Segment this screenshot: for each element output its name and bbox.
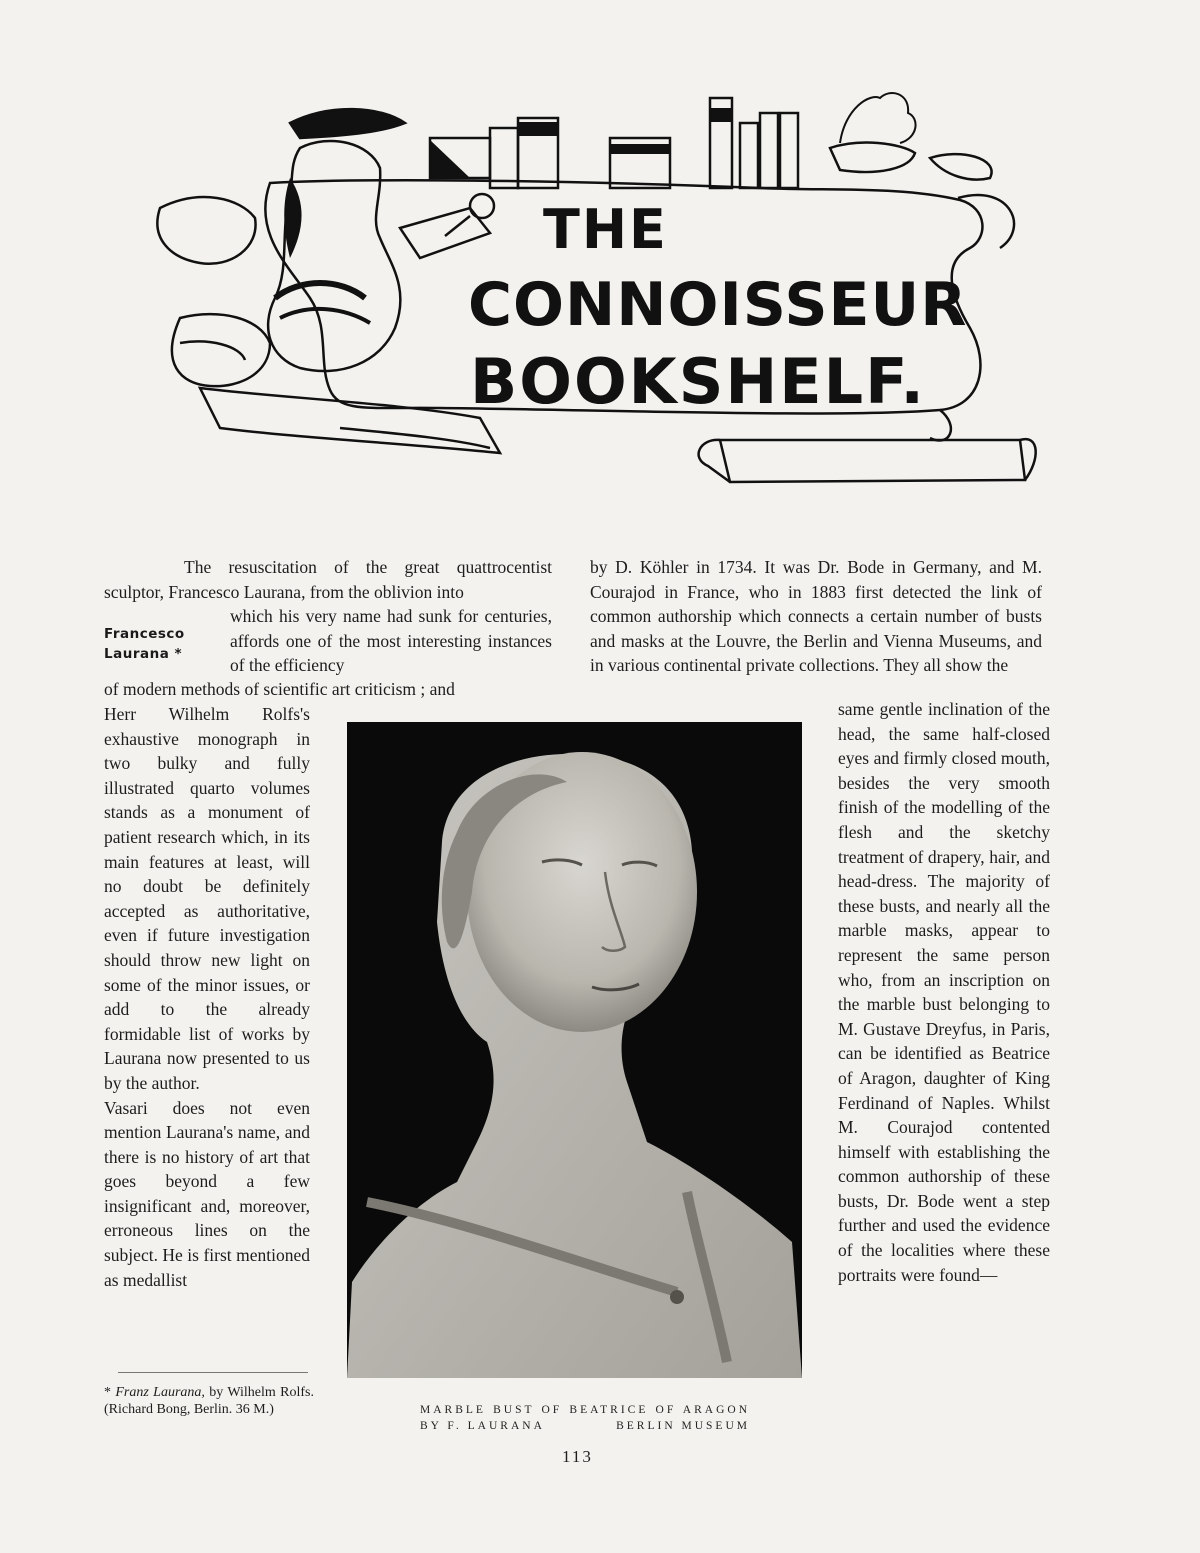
- figure-body: [268, 141, 400, 371]
- footnote-rest: by Wilhelm Rolfs. (Richard Bong, Berlin. 36 M.): [104, 1385, 314, 1417]
- left-column-para-2: Vasari does not even mention Laurana's name, and there is no history of art that goes beyond a few insignificant and, moreover, erroneous lines on the subject. He is first mentioned as medallist: [104, 1097, 310, 1290]
- footnote-marker: *: [104, 1385, 116, 1400]
- left-scroll-roll: [157, 197, 255, 264]
- title-connoisseur: CONNOISSEUR: [468, 270, 968, 340]
- left-column-para-1: Herr Wilhelm Rolfs's exhaustive monograph in two bulky and fully illustrated quarto volumes stands as a monument of patient research which, in its main features at least, will no doubt be definitely accepted as authoritative, even if future investigation should throw new light on some of the minor issues, or add to the already formidable list of works by Laurana now presented to us by the author.: [104, 704, 310, 1093]
- caption-line-2: [420, 1418, 750, 1434]
- lower-ribbon: [720, 440, 1025, 482]
- intro-after-text: of modern methods of scientific art criticism ; and: [104, 679, 455, 699]
- open-book-base: [200, 388, 500, 453]
- caption-line-1: MARBLE BUST OF BEATRICE OF ARAGON: [420, 1404, 750, 1416]
- right-column-top: [590, 555, 1042, 678]
- side-heading: Francesco Laurana *: [104, 626, 185, 662]
- title-the: THE: [543, 198, 668, 261]
- right-top-text: by D. Köhler in 1734. It was Dr. Bode in Germany, and M. Courajod in France, who in 1883 first detected the link of common authorship which connects a certain number of busts and masks at the Louvre, the Berlin and Vienna Museums, and in various continental private collections. They all show the: [590, 557, 1042, 676]
- footnote-title: Franz Laurana,: [115, 1385, 205, 1400]
- footnote-rule: [118, 1372, 308, 1373]
- caption-location: BERLIN MUSEUM: [616, 1420, 750, 1432]
- magnifier: [470, 194, 494, 218]
- figure-hat: [290, 109, 405, 138]
- title-bookshelf: BOOKSHELF.: [470, 345, 926, 418]
- footnote: [104, 1384, 314, 1418]
- intro-wrap: [230, 604, 552, 678]
- page-number: 113: [562, 1447, 593, 1466]
- right-column-text: same gentle inclination of the head, the same half-closed eyes and firmly closed mouth, besides the very smooth finish of the modelling of the flesh and the sketchy treatment of drapery, hair, and head-dress. The majority of these busts, and nearly all the marble masks, appear to represent the same person who, from an inscription on the marble bust belonging to M. Gustave Dreyfus, in Paris, can be identified as Beatrice of Aragon, daughter of King Ferdinand of Naples. Whilst M. Courajod contented himself with establishing the common authorship of these busts, Dr. Bode went a step further and used the evidence of the localities where these portraits were found—: [838, 699, 1050, 1285]
- plant-pot: [830, 143, 915, 172]
- left-column: [104, 702, 310, 1292]
- bust-photograph: [347, 722, 802, 1378]
- right-column: [838, 697, 1050, 1287]
- bust-image: [347, 722, 802, 1378]
- intro-after: [104, 677, 552, 702]
- photo-caption: [420, 1402, 750, 1434]
- caption-attribution: BY F. LAURANA: [420, 1420, 545, 1432]
- intro-first: The resuscitation of the great quattrocentist sculptor, Francesco Laurana, from the oblivion into: [104, 557, 552, 602]
- intro-wrap-text: which his very name had sunk for centuries, affords one of the most interesting instances of the efficiency: [230, 606, 552, 676]
- intro-paragraph: [104, 555, 552, 604]
